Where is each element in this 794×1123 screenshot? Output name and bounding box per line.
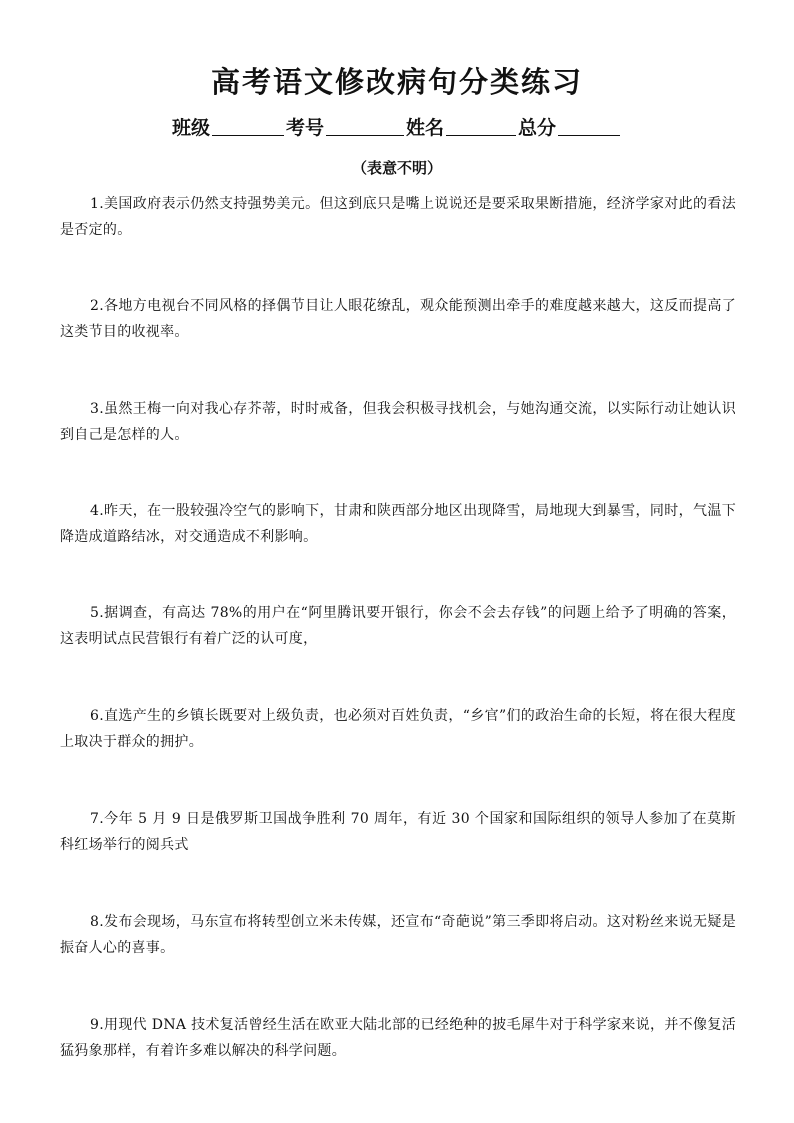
question-4: 4.昨天，在一股较强冷空气的影响下，甘肃和陕西部分地区出现降雪，局地现大到暴雪，同时，气温下降造成道路结冰，对交通造成不利影响。 bbox=[60, 503, 736, 545]
class-blank bbox=[212, 115, 284, 136]
score-blank bbox=[558, 115, 620, 136]
question-6: 6.直选产生的乡镇长既要对上级负责，也必须对百姓负责，“乡官”们的政治生命的长短，将在很大程度上取决于群众的拥护。 bbox=[60, 708, 736, 750]
class-label: 班级 bbox=[171, 117, 210, 139]
question-2: 2.各地方电视台不同风格的择偶节目让人眼花缭乱，观众能预测出牵手的难度越来越大，这反而提高了这类节目的收视率。 bbox=[60, 298, 736, 340]
score-label: 总分 bbox=[518, 117, 557, 139]
section-subtitle: （表意不明） bbox=[351, 159, 442, 177]
name-label: 姓名 bbox=[406, 117, 445, 139]
name-blank bbox=[446, 115, 516, 136]
question-7: 7.今年 5 月 9 日是俄罗斯卫国战争胜利 70 周年，有近 30 个国家和国际组织的领导人参加了在莫斯科红场举行的阅兵式 bbox=[60, 811, 736, 853]
exam-no-label: 考号 bbox=[285, 117, 324, 139]
question-9: 9.用现代 DNA 技术复活曾经生活在欧亚大陆北部的已经绝种的披毛犀牛对于科学家来说，并不像复活猛犸象那样，有着许多难以解决的科学问题。 bbox=[60, 1017, 736, 1059]
question-8: 8.发布会现场，马东宣布将转型创立米未传媒，还宣布“奇葩说”第三季即将启动。这对粉丝来说无疑是振奋人心的喜事。 bbox=[60, 914, 736, 956]
question-1: 1.美国政府表示仍然支持强势美元。但这到底只是嘴上说说还是要采取果断措施，经济学家对此的看法是否定的。 bbox=[60, 196, 736, 238]
question-3: 3.虽然王梅一向对我心存芥蒂，时时戒备，但我会积极寻找机会，与她沟通交流，以实际行动让她认识到自己是怎样的人。 bbox=[60, 401, 736, 443]
page-title: 高考语文修改病句分类练习 bbox=[210, 65, 583, 99]
question-5: 5.据调查，有高达 78%的用户在“阿里腾讯要开银行，你会不会去存钱”的问题上给予了明确的答案，这表明试点民营银行有着广泛的认可度， bbox=[60, 605, 736, 647]
exam-no-blank bbox=[326, 115, 404, 136]
student-info-row bbox=[0, 114, 794, 142]
